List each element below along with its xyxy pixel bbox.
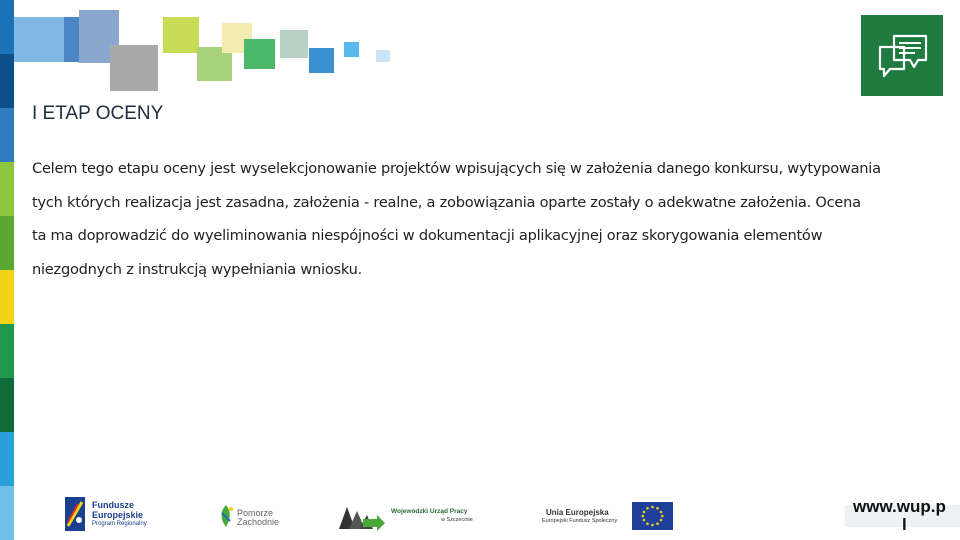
paragraph-line: Celem tego etapu oceny jest wyselekcjonowanie projektów wpisujących się w założenia danego konkursu, wytypowania xyxy=(32,160,881,177)
ue-line1: Unia Europejska xyxy=(546,508,609,517)
footer-url xyxy=(845,497,960,540)
fe-line1: Fundusze xyxy=(92,500,134,510)
slide-title: I ETAP OCENY xyxy=(32,103,164,124)
url-text-part1: www.wup.p xyxy=(853,497,946,516)
paragraph-line: ta ma doprowadzić do wyeliminowania niespójności w dokumentacji aplikacyjnej oraz skorygowania elementów xyxy=(32,227,823,244)
logo-fundusze-europejskie xyxy=(64,495,159,533)
fe-line3: Program Regionalny xyxy=(92,521,147,527)
logo-pomorze-zachodnie xyxy=(216,503,280,531)
comments-badge xyxy=(861,15,943,96)
pomorze-line1: Pomorze xyxy=(237,508,274,518)
wup-emblem-icon xyxy=(337,501,387,531)
slide-paragraph xyxy=(32,152,907,286)
wup-line1: Wojewódzki Urząd Pracy xyxy=(391,508,468,515)
left-color-strip xyxy=(0,0,14,540)
pomorze-emblem-icon xyxy=(216,503,236,529)
wup-line2: w Szczecinie xyxy=(441,517,473,523)
logo-unia-europejska xyxy=(540,502,675,532)
speech-bubbles-icon xyxy=(861,15,943,96)
fe-line2: Europejskie xyxy=(92,510,144,520)
logo-wup xyxy=(337,500,482,532)
ue-line2: Europejski Fundusz Społeczny xyxy=(542,518,618,524)
fe-emblem-icon xyxy=(64,496,88,532)
pomorze-line2: Zachodnie xyxy=(237,517,280,527)
paragraph-line: tych których realizacja jest zasadna, założenia - realne, a zobowiązania oparte zostały o adekwatne założenia. Ocena xyxy=(32,193,861,211)
eu-flag-icon xyxy=(632,502,673,530)
url-text-part2: l xyxy=(902,515,907,534)
paragraph-line: niezgodnych z instrukcją wypełniania wniosku. xyxy=(32,260,362,278)
